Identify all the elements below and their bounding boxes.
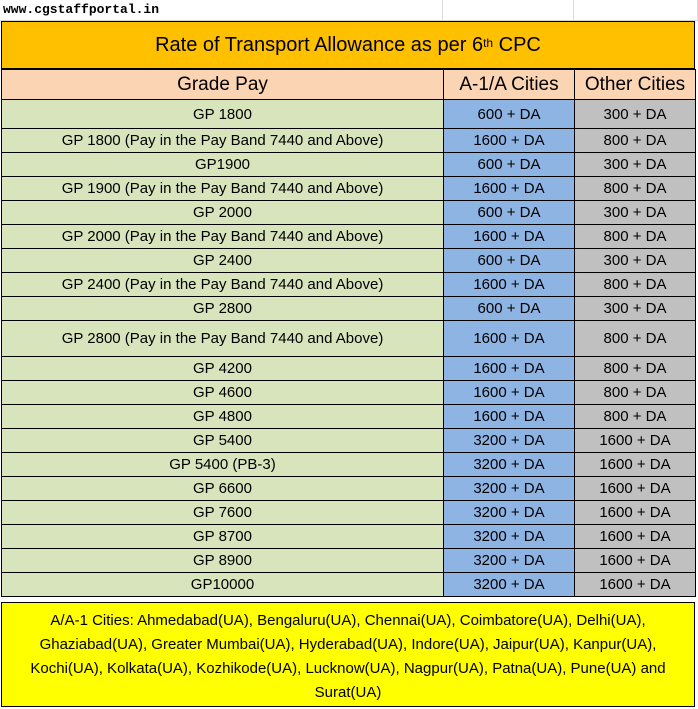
grade-cell[interactable]: GP10000 <box>2 573 444 597</box>
other-cities-cell[interactable]: 800 + DA <box>575 129 696 153</box>
grade-cell[interactable]: GP 2400 (Pay in the Pay Band 7440 and Above) <box>2 273 444 297</box>
a1-a-cities-cell[interactable]: 1600 + DA <box>444 381 575 405</box>
a1-a-cities-cell[interactable]: 1600 + DA <box>444 405 575 429</box>
other-cities-cell[interactable]: 800 + DA <box>575 381 696 405</box>
other-cities-cell[interactable]: 800 + DA <box>575 225 696 249</box>
other-cities-cell[interactable]: 300 + DA <box>575 297 696 321</box>
table-row <box>2 100 696 129</box>
a1-a-cities-cell[interactable]: 1600 + DA <box>444 321 575 357</box>
other-cities-cell[interactable]: 1600 + DA <box>575 453 696 477</box>
a1-a-cities-cell[interactable]: 600 + DA <box>444 153 575 177</box>
other-cities-cell[interactable]: 300 + DA <box>575 153 696 177</box>
grade-cell[interactable]: GP 1900 (Pay in the Pay Band 7440 and Above) <box>2 177 444 201</box>
site-url: www.cgstaffportal.in <box>3 2 160 17</box>
table-row <box>2 453 696 477</box>
other-cities-cell[interactable]: 800 + DA <box>575 321 696 357</box>
grade-cell[interactable]: GP 5400 <box>2 429 444 453</box>
grade-cell[interactable]: GP 8900 <box>2 549 444 573</box>
a1-a-cities-cell[interactable]: 3200 + DA <box>444 477 575 501</box>
title-superscript: th <box>483 36 494 50</box>
grade-cell[interactable]: GP 2000 (Pay in the Pay Band 7440 and Above) <box>2 225 444 249</box>
other-cities-cell[interactable]: 1600 + DA <box>575 525 696 549</box>
a1-a-cities-cell[interactable]: 1600 + DA <box>444 225 575 249</box>
title-suffix: CPC <box>493 33 541 56</box>
a1-a-cities-cell[interactable]: 3200 + DA <box>444 429 575 453</box>
empty-cell[interactable] <box>443 0 574 21</box>
grade-cell[interactable]: GP 1800 (Pay in the Pay Band 7440 and Above) <box>2 129 444 153</box>
other-cities-cell[interactable]: 300 + DA <box>575 100 696 129</box>
table-row <box>2 573 696 597</box>
table-row <box>2 429 696 453</box>
table-row <box>2 525 696 549</box>
title-main: Rate of Transport Allowance as per 6 <box>155 33 484 56</box>
table-row <box>2 201 696 225</box>
table-row <box>2 153 696 177</box>
a1-a-cities-cell[interactable]: 600 + DA <box>444 249 575 273</box>
a1-a-cities-cell[interactable]: 3200 + DA <box>444 573 575 597</box>
site-row <box>0 0 698 21</box>
a1-a-cities-cell[interactable]: 1600 + DA <box>444 273 575 297</box>
a1-a-cities-cell[interactable]: 1600 + DA <box>444 357 575 381</box>
cities-note: A/A-1 Cities: Ahmedabad(UA), Bengaluru(UA), Chennai(UA), Coimbatore(UA), Delhi(UA), Ghaziabad(UA), Greater Mumbai(UA), Hyderabad(UA), Indore(UA), Jaipur(UA), Kanpur(UA), Kochi(UA), Kolkata(UA), Kozhikode(UA), Lucknow(UA), Nagpur(UA), Patna(UA), Pune(UA) and Surat(UA) <box>1 602 695 707</box>
table-row <box>2 321 696 357</box>
other-cities-cell[interactable]: 800 + DA <box>575 405 696 429</box>
other-cities-cell[interactable]: 300 + DA <box>575 201 696 225</box>
table-body <box>2 100 696 597</box>
transport-allowance-table <box>1 69 696 597</box>
grade-cell[interactable]: GP1900 <box>2 153 444 177</box>
table-row <box>2 297 696 321</box>
table-row <box>2 129 696 153</box>
grade-cell[interactable]: GP 6600 <box>2 477 444 501</box>
other-cities-cell[interactable]: 1600 + DA <box>575 549 696 573</box>
grade-cell[interactable]: GP 4200 <box>2 357 444 381</box>
other-cities-cell[interactable]: 300 + DA <box>575 249 696 273</box>
table-row <box>2 177 696 201</box>
other-cities-cell[interactable]: 1600 + DA <box>575 573 696 597</box>
grade-cell[interactable]: GP 2800 (Pay in the Pay Band 7440 and Above) <box>2 321 444 357</box>
other-cities-cell[interactable]: 1600 + DA <box>575 501 696 525</box>
table-row <box>2 225 696 249</box>
table-row <box>2 405 696 429</box>
other-cities-cell[interactable]: 800 + DA <box>575 357 696 381</box>
other-cities-cell[interactable]: 1600 + DA <box>575 477 696 501</box>
other-cities-cell[interactable]: 800 + DA <box>575 177 696 201</box>
other-cities-cell[interactable]: 800 + DA <box>575 273 696 297</box>
grade-cell[interactable]: GP 5400 (PB-3) <box>2 453 444 477</box>
a1-a-cities-cell[interactable]: 1600 + DA <box>444 177 575 201</box>
header-other-cities: Other Cities <box>575 70 696 100</box>
grade-cell[interactable]: GP 1800 <box>2 100 444 129</box>
grade-cell[interactable]: GP 4800 <box>2 405 444 429</box>
table-row <box>2 549 696 573</box>
a1-a-cities-cell[interactable]: 3200 + DA <box>444 453 575 477</box>
a1-a-cities-cell[interactable]: 3200 + DA <box>444 525 575 549</box>
a1-a-cities-cell[interactable]: 600 + DA <box>444 201 575 225</box>
other-cities-cell[interactable]: 1600 + DA <box>575 429 696 453</box>
table-row <box>2 273 696 297</box>
grade-cell[interactable]: GP 8700 <box>2 525 444 549</box>
a1-a-cities-cell[interactable]: 3200 + DA <box>444 501 575 525</box>
header-row <box>2 70 696 100</box>
table-title <box>1 21 695 69</box>
empty-cell[interactable] <box>574 0 698 21</box>
a1-a-cities-cell[interactable]: 600 + DA <box>444 297 575 321</box>
header-a1-a-cities: A-1/A Cities <box>444 70 575 100</box>
grade-cell[interactable]: GP 2000 <box>2 201 444 225</box>
table-row <box>2 381 696 405</box>
grade-cell[interactable]: GP 2400 <box>2 249 444 273</box>
table-row <box>2 357 696 381</box>
table-row <box>2 477 696 501</box>
a1-a-cities-cell[interactable]: 600 + DA <box>444 100 575 129</box>
grade-cell[interactable]: GP 2800 <box>2 297 444 321</box>
table-row <box>2 501 696 525</box>
header-grade-pay: Grade Pay <box>2 70 444 100</box>
a1-a-cities-cell[interactable]: 3200 + DA <box>444 549 575 573</box>
a1-a-cities-cell[interactable]: 1600 + DA <box>444 129 575 153</box>
grade-cell[interactable]: GP 4600 <box>2 381 444 405</box>
table-row <box>2 249 696 273</box>
grade-cell[interactable]: GP 7600 <box>2 501 444 525</box>
